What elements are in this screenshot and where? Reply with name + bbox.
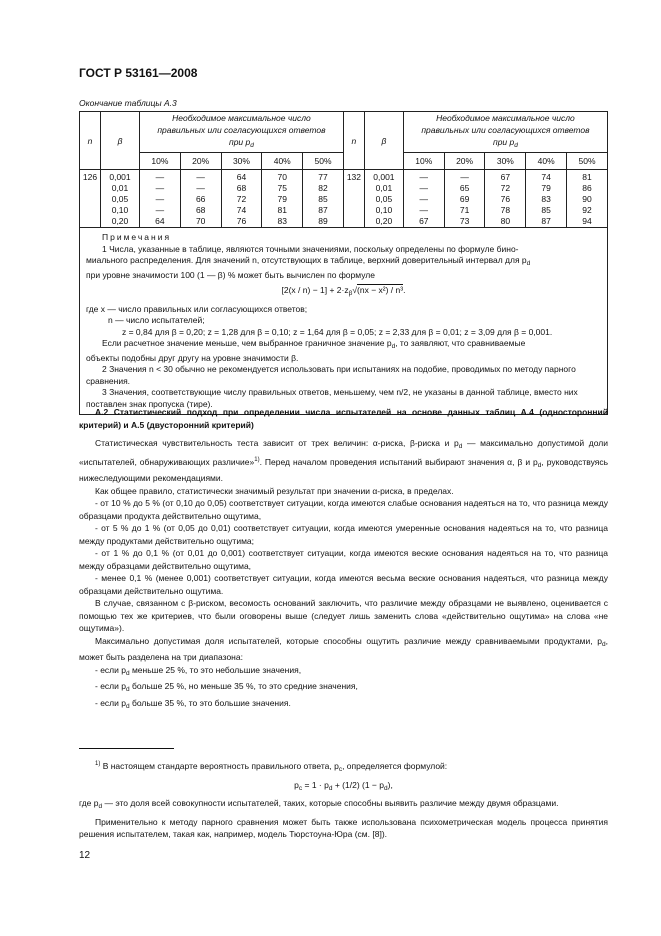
pct-header: 10% (140, 153, 181, 170)
note-2: 2 Значения n < 30 обычно не рекомендуется использовать при испытаниях на подобие, проводимых по методу парного сравнения. (86, 364, 576, 386)
pct-header: 40% (262, 153, 303, 170)
page-number: 12 (79, 850, 91, 861)
pct-header: 10% (403, 153, 444, 170)
footnote-where: где $p_d$ — это доля всей совокупности испытателей, таких, которые способны выявить различие между двумя образцами. (79, 798, 559, 810)
footnote (79, 758, 608, 841)
left-col-40: 70 75 79 81 83 (262, 170, 303, 228)
footnote-divider (79, 748, 174, 749)
right-col-50: 81 86 90 92 94 (567, 170, 608, 228)
bullet-2: - от 5 % до 1 % (от 0,05 до 0,01) соответствует ситуации, когда имеются умеренные основания надеяться на то, что разница между продуктами действительно ощутима; (79, 523, 608, 546)
pct-header: 20% (444, 153, 485, 170)
range-1: - если $p_d$ меньше 25 %, то это небольшие значения, (95, 664, 302, 677)
table-caption: Окончание таблицы А.3 (79, 98, 177, 108)
pct-header: 30% (485, 153, 526, 170)
col-n-header: n (80, 112, 101, 170)
z-values: z = 0,84 для β = 0,20; z = 1,28 для β = 0,10; z = 1,64 для β = 0,05; z = 2,33 для β = 0,01; z = 3,09 для β = 0,001. (122, 326, 553, 337)
bullet-4: - менее 0,1 % (менее 0,001) соответствует ситуации, когда имеются весьма веские основания надеяться, что разница между образцами действительно ощутима. (79, 573, 608, 596)
where-x: где x — число правильных или согласующихся ответов; (86, 303, 308, 314)
right-beta-col: 0,001 0,01 0,05 0,10 0,20 (364, 170, 403, 228)
col-beta-header-right: β (364, 112, 403, 170)
range-3: - если $p_d$ больше 35 %, то это большие значения. (95, 697, 291, 710)
pct-header: 40% (526, 153, 567, 170)
right-col-10: — — — — 67 (403, 170, 444, 228)
left-col-30: 64 68 72 74 76 (221, 170, 262, 228)
group-header-right: Необходимое максимальное число правильных или согласующихся ответов при $p_d$ (403, 112, 607, 153)
bullet-1: - от 10 % до 5 % (от 0,10 до 0,05) соответствует ситуации, когда имеются слабые основания надеяться на то, что разница между образцами продукта действительно ощутима, (79, 498, 608, 521)
section-heading: А.2 Статистический подход при определении числа испытателей на основе данных таблиц А.4 (односторонний критерий) и А.5 (двусторонний критерий) (79, 407, 608, 430)
data-table (79, 111, 608, 415)
left-col-20: — — 66 68 70 (180, 170, 221, 228)
group-header-left: Необходимое максимальное число правильных или согласующихся ответов при $p_d$ (140, 112, 344, 153)
paragraph-1: Статистическая чувствительность теста зависит от трех величин: α-риска, β-риска и $p_d$ — максимально допустимой доли «испытателей, обнаруживающих различие»$^{1)}$. Перед началом проведения испытаний выбирают значения α, β и $p_d$, руководствуясь нижеследующими рекомендациями. (79, 438, 609, 483)
paragraph-2: Как общее правило, статистически значимый результат при значении α-риска, в пределах. (95, 485, 454, 496)
pct-header: 50% (303, 153, 344, 170)
left-beta-col: 0,001 0,01 0,05 0,10 0,20 (101, 170, 140, 228)
note-1-formula: $[2(x / n) - 1] + 2\cdot z_\beta√(nx - x^2) / n^3$. (281, 285, 406, 297)
right-n: 132 (343, 170, 364, 228)
paragraph-3: В случае, связанном с β-риском, весомость оснований заключить, что различие между образцами не выявлено, оценивается с помощью тех же критериев, что были оговорены выше (следует лишь заменить слова «действительно ощутима» на слова «не ощутима»). (79, 598, 608, 633)
footnote-last-paragraph: Применительно к методу парного сравнения может быть также использована психометрическая модель процесса принятия решения испытателем, такая как, например, модель Тюрстоуна-Юра (см. [8]). (79, 816, 608, 839)
pct-header: 20% (180, 153, 221, 170)
left-col-50: 77 82 85 87 89 (303, 170, 344, 228)
footnote-text: $^{1)}$ В настоящем стандарте вероятность правильного ответа, $p_c$, определяется формулой: (95, 761, 448, 773)
note-1-line-d: Если расчетное значение меньше, чем выбранное граничное значение $p_d$, то заявляют, что сравниваемые (102, 338, 526, 350)
right-col-30: 67 72 76 78 80 (485, 170, 526, 228)
where-n: n — число испытателей; (108, 315, 205, 325)
left-n: 126 (80, 170, 101, 228)
footnote-formula: $p_c = 1 \cdot p_d + (1/2) (1 - p_d)$, (294, 779, 393, 792)
note-1-line-a: 1 Числа, указанные в таблице, являются точными значениями, поскольку определены по формуле бино- (102, 243, 519, 254)
col-n-header-right: n (343, 112, 364, 170)
left-col-10: — — — — 64 (140, 170, 181, 228)
note-1-line-e: объекты подобны друг другу на уровне значимости β. (86, 352, 299, 363)
document-header: ГОСТ Р 53161—2008 (79, 66, 198, 80)
note-1-line-c: при уровне значимости 100 (1 — β) % может быть вычислен по формуле (86, 269, 375, 280)
note-3: 3 Значения, соответствующие числу правильных ответов, меньшему, чем n/2, не указаны в данной таблице, вместо них поставлен знак пропуска (тире). (86, 387, 578, 409)
section-a2 (79, 406, 608, 713)
col-beta-header: β (101, 112, 140, 170)
pct-header: 30% (221, 153, 262, 170)
range-2: - если $p_d$ больше 25 %, но меньше 35 %, то это средние значения, (95, 681, 358, 693)
note-1-line-b: миального распределения. Для значений n, отсутствующих в таблице, верхний доверительный интервал для $p_d$ (86, 255, 531, 267)
right-col-20: — 65 69 71 73 (444, 170, 485, 228)
bullet-3: - от 1 % до 0,1 % (от 0,01 до 0,001) соответствует ситуации, когда имеются веские основания надеяться на то, что разница между образцами действительно ощутима, (79, 548, 608, 571)
right-col-40: 74 79 83 85 87 (526, 170, 567, 228)
notes-title: Примечания (102, 232, 172, 242)
table-notes (80, 228, 608, 415)
paragraph-4: Максимально допустимая доля испытателей, которые способны ощутить различие между сравниваемыми продуктами, $p_d$, может быть разделена на три диапазона: (79, 635, 608, 662)
pct-header: 50% (567, 153, 608, 170)
